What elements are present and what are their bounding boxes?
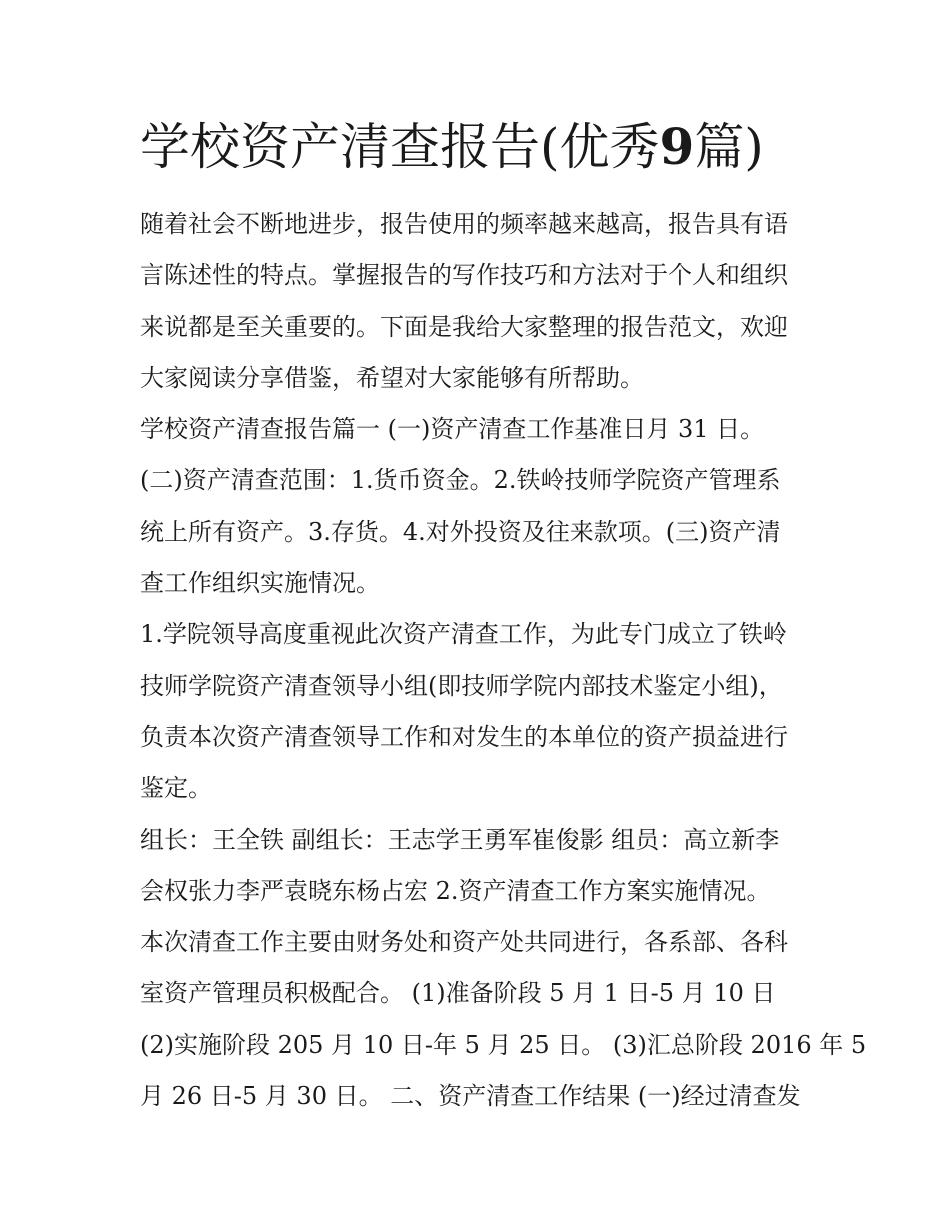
body-line: 会权张力李严袁晓东杨占宏 2.资产清查工作方案实施情况。 (140, 876, 771, 905)
document-title (140, 112, 764, 182)
title-suffix: 篇) (694, 118, 764, 176)
body-line: 来说都是至关重要的。下面是我给大家整理的报告范文，欢迎 (140, 312, 788, 341)
body-line: 言陈述性的特点。掌握报告的写作技巧和方法对于个人和组织 (140, 261, 788, 290)
body-line: (二)资产清查范围：1.货币资金。2.铁岭技师学院资产管理系 (140, 466, 781, 495)
body-line: 1.学院领导高度重视此次资产清查工作，为此专门成立了铁岭 (140, 620, 787, 649)
body-line: 鉴定。 (140, 774, 212, 803)
body-line: (2)实施阶段 205 月 10 日-年 5 月 25 日。 (3)汇总阶段 2016 年 5 (140, 1030, 867, 1059)
body-line: 学校资产清查报告篇一 (一)资产清查工作基准日月 31 日。 (140, 415, 765, 444)
document-body (140, 199, 867, 1122)
body-line: 技师学院资产清查领导小组(即技师学院内部技术鉴定小组)， (140, 671, 783, 700)
title-prefix: 学校资产清查报告(优秀 (140, 118, 660, 176)
body-line: 随着社会不断地进步，报告使用的频率越来越高，报告具有语 (140, 210, 788, 238)
body-line: 大家阅读分享借鉴，希望对大家能够有所帮助。 (140, 363, 644, 392)
body-line: 统上所有资产。3.存货。4.对外投资及往来款项。(三)资产清 (140, 517, 781, 546)
body-line: 组长：王全铁 副组长：王志学王勇军崔俊影 组员：高立新李 (140, 825, 780, 854)
body-line: 本次清查工作主要由财务处和资产处共同进行，各系部、各科 (140, 928, 788, 957)
body-line: 负责本次资产清查领导工作和对发生的本单位的资产损益进行 (140, 722, 788, 751)
body-line: 室资产管理员积极配合。 (1)准备阶段 5 月 1 日-5 月 10 日 (140, 979, 776, 1008)
title-number: 9 (659, 117, 695, 176)
body-line: 查工作组织实施情况。 (140, 569, 380, 598)
body-line: 月 26 日-5 月 30 日。 二、资产清查工作结果 (一)经过清查发 (140, 1082, 801, 1111)
